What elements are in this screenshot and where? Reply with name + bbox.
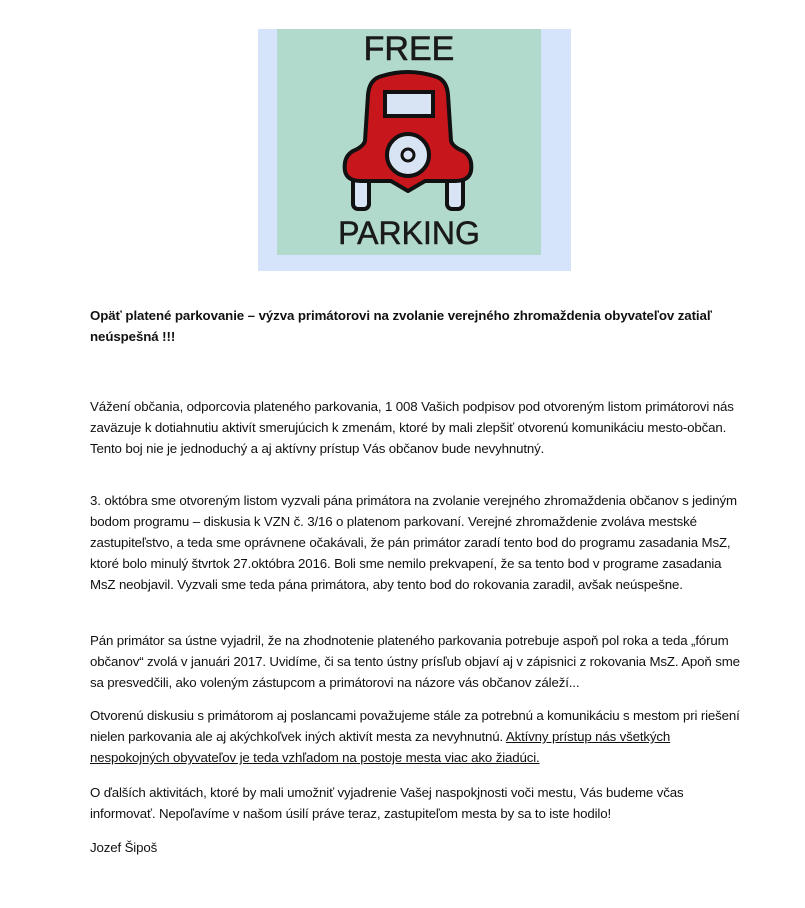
paragraph-4-underlined: Aktívny prístup nás všetkých nespokojných obyvateľov je teda vzhľadom na postoje mesta viac ako žiadúci. <box>90 729 671 765</box>
signature <box>90 837 740 858</box>
car-window <box>385 92 433 116</box>
paragraph-4 <box>90 705 740 768</box>
paragraph-3 <box>90 630 740 693</box>
paragraph-2 <box>90 490 740 595</box>
car-spare-tire-hub <box>402 149 414 161</box>
paragraph-3-text: Pán primátor sa ústne vyjadril, že na zhodnotenie plateného parkovania potrebuje aspoň pol roka a teda „fórum občanov“ zvolá v januári 2017. Uvidíme, či sa tento ústny prísľub objaví aj v zápisnici z rokovania MsZ. Apoň sme sa presvedčili, ako voleným zástupcom a primátorovi na názore vás občanov záleží... <box>90 633 740 690</box>
paragraph-1 <box>90 396 740 459</box>
free-parking-illustration <box>277 29 541 255</box>
article-title: Opäť platené parkovanie – výzva primátorovi na zvolanie verejného zhromaždenia obyvateľov zatiaľ neúspešná !!! <box>90 308 712 344</box>
free-parking-image <box>258 29 571 271</box>
parking-label: PARKING <box>338 215 480 251</box>
signature-text: Jozef Šipoš <box>90 840 158 855</box>
paragraph-4-text <box>90 705 740 768</box>
free-label: FREE <box>363 30 455 68</box>
free-parking-image-background <box>277 29 541 255</box>
paragraph-1-text: Vážení občania, odporcovia plateného parkovania, 1 008 Vašich podpisov pod otvoreným listom primátorovi nás zaväzuje k dotiahnutiu aktivít smerujúcich k zmenám, ktoré by mali zlepšiť otvorenú komunikáciu mesto-občan. Tento boj nie je jednoduchý a aj aktívny prístup Vás občanov bude nevyhnutný. <box>90 399 734 456</box>
paragraph-5-text: O ďalších aktivitách, ktoré by mali umožniť vyjadrenie Vašej naspokjnosti voči mestu, Vás budeme včas informovať. Nepoľavíme v našom úsilí práve teraz, zastupiteľom mesta by sa to iste hodilo! <box>90 785 684 821</box>
paragraph-4-plain: Otvorenú diskusiu s primátorom aj poslancami považujeme stále za potrebnú a komunikáciu s mestom pri riešení nielen parkovania ale aj akýchkoľvek iných aktivít mesta za nevyhnutnú. <box>90 708 740 744</box>
paragraph-2-text: 3. októbra sme otvoreným listom vyzvali pána primátora na zvolanie verejného zhromaždenia občanov s jediným bodom programu – diskusia k VZN č. 3/16 o platenom parkovaní. Verejné zhromaždenie zvoláva mestské zastupiteľstvo, a teda sme oprávnene očakávali, že pán primátor zaradí tento bod do programu zasadania MsZ, ktoré bolo minulý štvrtok 27.októbra 2016. Boli sme nemilo prekvapení, že sa tento bod v programe zasadania MsZ neobjavil. Vyzvali sme teda pána primátora, aby tento bod do rokovania zaradil, avšak neúspešne. <box>90 493 737 592</box>
paragraph-5 <box>90 782 740 824</box>
